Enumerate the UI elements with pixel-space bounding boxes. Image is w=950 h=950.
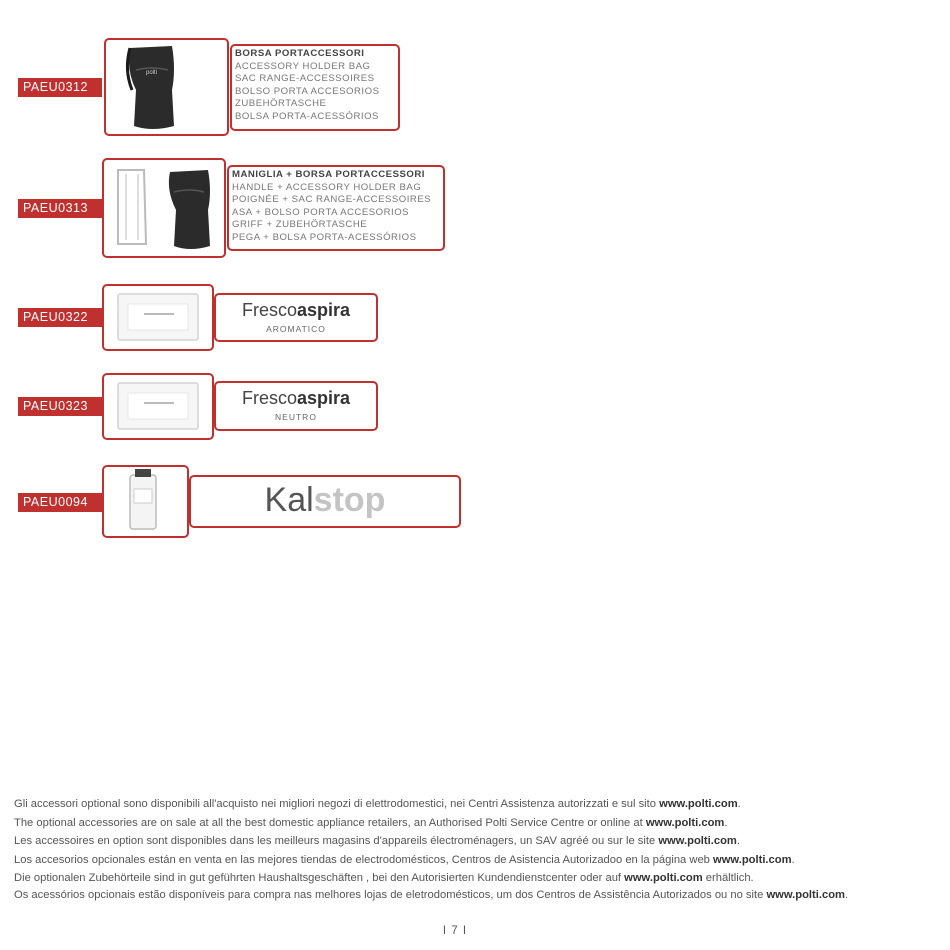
- desc-line: BOLSA PORTA-ACESSÓRIOS: [235, 110, 379, 122]
- desc-line: ZUBEHÖRTASCHE: [235, 98, 327, 110]
- fresco-aspira-logo: [216, 300, 376, 321]
- logo-bold-text: aspira: [296, 300, 351, 320]
- product-image-box: [102, 158, 226, 258]
- note-text: The optional accessories are on sale at all the best domestic appliance retailers, an Authorised Polti Service Centre or online at: [14, 816, 646, 829]
- website-link[interactable]: www.polti.com: [659, 798, 738, 810]
- desc-line: POIGNÉE + SAC RANGE-ACCESSOIRES: [232, 194, 432, 206]
- note-end: .: [791, 853, 795, 866]
- accessory-bag-image: [106, 40, 227, 134]
- note-text: Los accesorios opcionales están en venta en las mejores tiendas de electrodomésticos, Centros de Asistencia Autorizadoo en la página web: [14, 853, 714, 866]
- desc-line: ACCESSORY HOLDER BAG: [235, 60, 371, 72]
- website-link[interactable]: www.polti.com: [713, 853, 792, 866]
- desc-title: MANIGLIA + BORSA PORTACCESSORI: [232, 169, 425, 180]
- desc-title: BORSA PORTACCESSORI: [235, 48, 365, 59]
- logo-bold-text: stop: [313, 481, 386, 519]
- product-image-box: [102, 373, 214, 440]
- product-code-label: PAEU0094: [18, 493, 102, 512]
- product-description-box: [230, 44, 400, 131]
- fresco-aspira-pack-image: [104, 375, 212, 438]
- logo-light-text: Fresco: [241, 300, 297, 320]
- logo-subtitle: NEUTRO: [275, 412, 317, 422]
- logo-light-text: Fresco: [241, 388, 297, 408]
- website-link[interactable]: www.polti.com: [645, 816, 725, 829]
- desc-line: BOLSO PORTA ACCESORIOS: [235, 85, 380, 97]
- note-text: Die optionalen Zubehörteile sind in gut geführten Haushaltsgeschäften , bei den Autorisierten Kundendienstcenter oder auf: [14, 872, 625, 885]
- page-number: I 7 I: [442, 925, 468, 937]
- logo-light-text: Kal: [264, 481, 314, 519]
- product-code-label: PAEU0313: [18, 199, 102, 218]
- desc-line: SAC RANGE-ACCESSOIRES: [235, 73, 375, 85]
- desc-line: PEGA + BOLSA PORTA-ACESSÓRIOS: [232, 231, 417, 243]
- note-italian: [14, 795, 896, 814]
- kalstop-bottle-image: [104, 467, 187, 536]
- desc-line: HANDLE + ACCESSORY HOLDER BAG: [232, 181, 422, 193]
- fresco-aspira-logo-box: [214, 293, 378, 342]
- note-german: [14, 869, 896, 888]
- product-code-label: PAEU0322: [18, 308, 102, 327]
- kalstop-logo-box: [189, 475, 461, 528]
- kalstop-logo: [191, 481, 459, 520]
- note-french: [14, 832, 896, 851]
- note-text: Gli accessori optional sono disponibili all'acquisto nei migliori negozi di elettrodomestici, nei Centri Assistenza autorizzati e sul sito: [14, 798, 660, 810]
- logo-bold-text: aspira: [296, 388, 351, 408]
- product-code-label: PAEU0323: [18, 397, 102, 416]
- desc-line: GRIFF + ZUBEHÖRTASCHE: [232, 219, 368, 231]
- note-spanish: [14, 851, 896, 870]
- handle-and-bag-image: [104, 160, 224, 256]
- note-english: [14, 814, 896, 833]
- note-end: .: [724, 816, 728, 829]
- note-end: .: [737, 798, 741, 810]
- product-image-box: [104, 38, 229, 136]
- product-image-box: [102, 465, 189, 538]
- fresco-aspira-logo-box: [214, 381, 378, 431]
- logo-subtitle: AROMATICO: [266, 324, 326, 334]
- note-end: .: [844, 888, 849, 901]
- website-link[interactable]: www.polti.com: [658, 835, 737, 848]
- product-code-label: PAEU0312: [18, 78, 102, 97]
- desc-line: ASA + BOLSO PORTA ACCESORIOS: [232, 206, 410, 218]
- fresco-aspira-logo: [216, 388, 376, 409]
- note-portuguese: [14, 888, 896, 902]
- note-text: Les accessoires en option sont disponibles dans les meilleurs magasins d'appareils électroménagers, un SAV agréé ou sur le site: [14, 835, 659, 848]
- note-text: Os acessórios opcionais estão disponíveis para compra nas melhores lojas de eletrodomésticos, um dos Centros de Assistência Autorizados ou no site: [14, 888, 767, 901]
- availability-notes: [14, 795, 896, 902]
- product-description-box: [227, 165, 445, 251]
- note-end: erhältlich.: [702, 872, 754, 885]
- website-link[interactable]: www.polti.com: [624, 872, 703, 885]
- note-end: .: [736, 835, 740, 848]
- svg-text:polti: polti: [146, 70, 158, 76]
- fresco-aspira-pack-image: [104, 286, 212, 349]
- product-image-box: [102, 284, 214, 351]
- website-link[interactable]: www.polti.com: [766, 888, 845, 901]
